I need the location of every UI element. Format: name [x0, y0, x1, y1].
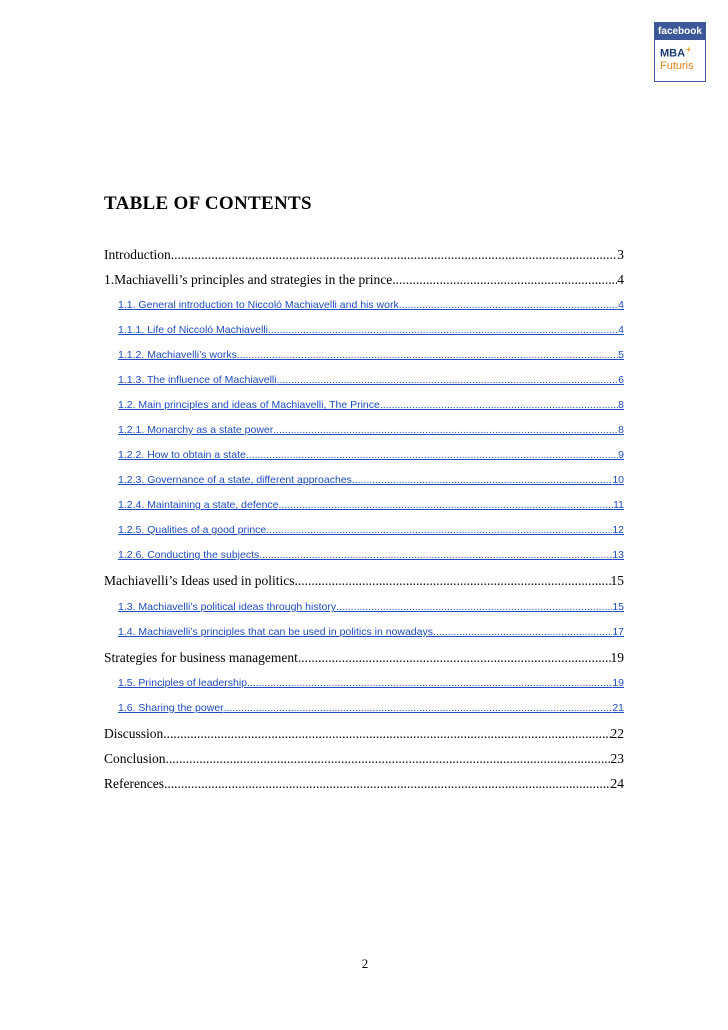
toc-entry-conclusion[interactable]: Conclusion ..... 23	[104, 751, 624, 767]
toc-entry-1-2-4[interactable]: 1.2.4. Maintaining a state, defence ..... 11	[118, 499, 624, 511]
toc-entry-1-2-2[interactable]: 1.2.2. How to obtain a state ..... 9	[118, 449, 624, 461]
page-number: 2	[361, 956, 369, 971]
toc-entry-discussion[interactable]: Discussion ..... 22	[104, 726, 624, 742]
toc-entry-ideas-in-politics[interactable]: Machiavelli’s Ideas used in politics ..... 15	[104, 573, 624, 589]
mba-futuris-facebook-logo[interactable]	[654, 22, 706, 82]
toc-entry-references[interactable]: References ..... 24	[104, 776, 624, 792]
mba-label: MBA+	[660, 45, 691, 60]
futuris-label: Futuris	[660, 59, 694, 72]
toc-entry-1-2[interactable]: 1.2. Main principles and ideas of Machiavelli, The Prince ..... 8	[118, 399, 624, 411]
toc-entry-1-2-5[interactable]: 1.2.5. Qualities of a good prince ..... 12	[118, 524, 624, 536]
facebook-label: facebook	[655, 23, 705, 40]
toc-entry-1-6[interactable]: 1.6. Sharing the power ..... 21	[118, 702, 624, 714]
toc-entry-1-3[interactable]: 1.3. Machiavelli’s political ideas through history ..... 15	[118, 601, 624, 613]
toc-entry-1-1[interactable]: 1.1. General introduction to Niccoló Machiavelli and his work ..... 4	[118, 299, 624, 311]
toc-entry-business-strategies[interactable]: Strategies for business management ..... 19	[104, 650, 624, 666]
toc-entry-1-2-6[interactable]: 1.2.6. Conducting the subjects ..... 13	[118, 549, 624, 561]
toc-entry-1-2-1[interactable]: 1.2.1. Monarchy as a state power ..... 8	[118, 424, 624, 436]
toc-entry-1-1-3[interactable]: 1.1.3. The influence of Machiavelli ..... 6	[118, 374, 624, 386]
toc-entry-introduction[interactable]: Introduction ..... 3	[104, 247, 624, 263]
toc-entry-1-1-2[interactable]: 1.1.2. Machiavelli’s works ..... 5	[118, 349, 624, 361]
toc-entry-1-4[interactable]: 1.4. Machiavelli’s principles that can be used in politics in nowadays ..... 17	[118, 626, 624, 638]
toc-entry-chapter-1[interactable]: 1.Machiavelli’s principles and strategies in the prince ..... 4	[104, 272, 624, 288]
toc-entry-1-2-3[interactable]: 1.2.3. Governance of a state, different approaches ..... 10	[118, 474, 624, 486]
toc-title: TABLE OF CONTENTS	[104, 193, 312, 214]
toc-entry-1-1-1[interactable]: 1.1.1. Life of Niccoló Machiavelli ..... 4	[118, 324, 624, 336]
toc-entry-1-5[interactable]: 1.5. Principles of leadership ..... 19	[118, 677, 624, 689]
